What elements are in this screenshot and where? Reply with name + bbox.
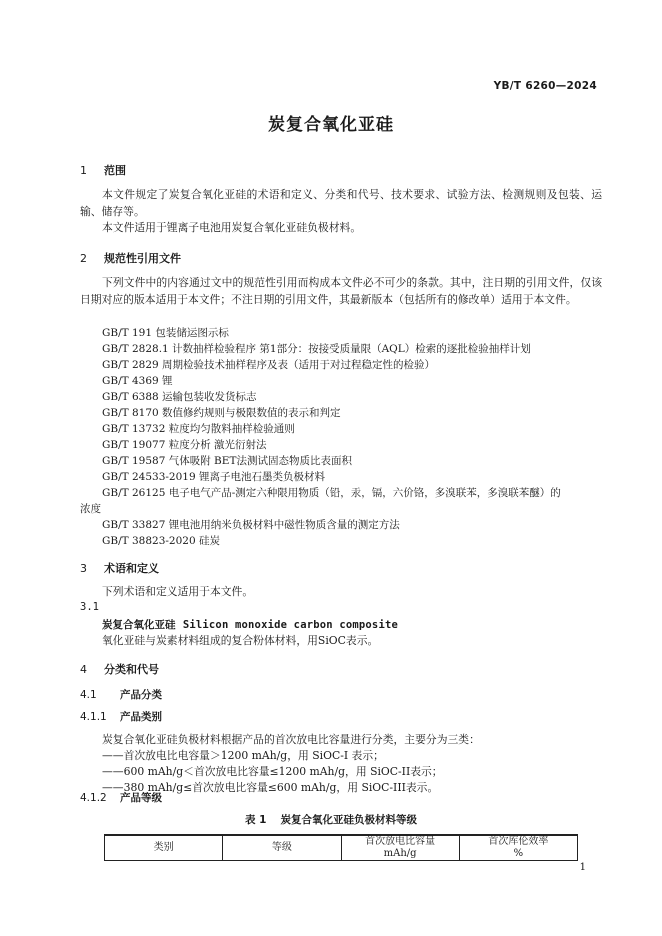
section-1-heading bbox=[80, 162, 126, 178]
subsection-title: 产品类别 bbox=[120, 711, 162, 723]
section-number: 3 bbox=[80, 562, 87, 575]
table-header-discharge-capacity bbox=[341, 835, 459, 861]
section-3-heading bbox=[80, 560, 159, 576]
subsection-4-1-1-heading bbox=[80, 709, 162, 724]
standard-number: YB/T 6260—2024 bbox=[493, 80, 597, 92]
header-line: 首次库伦效率 bbox=[488, 836, 549, 847]
term-chinese: 炭复合氧化亚硅 bbox=[102, 619, 176, 631]
section-number: 1 bbox=[80, 164, 87, 177]
section-4-heading bbox=[80, 661, 159, 677]
section-title: 规范性引用文件 bbox=[104, 252, 181, 265]
reference-item: GB/T 19587 气体吸附 BET法测试固态物质比表面积 bbox=[102, 455, 352, 467]
normative-references-intro: 下列文件中的内容通过文中的规范性引用而构成本文件必不可少的条款。其中，注日期的引用文件，仅该日期对应的版本适用于本文件；不注日期的引用文件，其最新版本（包括所有的修改单）适用于本文件。 bbox=[80, 276, 602, 306]
term-definition: 氧化亚硅与炭素材料组成的复合粉体材料，用SiOC表示。 bbox=[102, 634, 379, 647]
table-header-coulombic-efficiency bbox=[459, 835, 577, 861]
subsection-title: 产品分类 bbox=[120, 689, 162, 701]
section-number: 2 bbox=[80, 252, 87, 265]
terms-intro: 下列术语和定义适用于本文件。 bbox=[102, 585, 254, 598]
grade-table bbox=[104, 834, 578, 861]
reference-item: GB/T 13732 粒度均匀散料抽样检验通则 bbox=[102, 423, 295, 435]
reference-item: GB/T 191 包装储运图示标 bbox=[102, 327, 229, 339]
classification-intro: 炭复合氧化亚硅负极材料根据产品的首次放电比容量进行分类，主要分为三类： bbox=[102, 733, 480, 746]
subsection-number: 4.1.1 bbox=[80, 711, 107, 723]
section-number: 4 bbox=[80, 663, 87, 676]
reference-item: GB/T 6388 运输包装收发货标志 bbox=[102, 391, 257, 403]
reference-item: GB/T 19077 粒度分析 激光衍射法 bbox=[102, 439, 267, 451]
table-caption-title: 炭复合氧化亚硅负极材料等级 bbox=[280, 814, 417, 826]
section-2-heading bbox=[80, 250, 181, 266]
classification-item: ——380 mAh/g≤首次放电比容量≤600 mAh/g，用 SiOC-III表示。 bbox=[102, 781, 439, 794]
reference-item: GB/T 38823-2020 硅炭 bbox=[102, 535, 220, 547]
scope-paragraph-2: 本文件适用于锂离子电池用炭复合氧化亚硅负极材料。 bbox=[102, 221, 362, 234]
header-unit: % bbox=[513, 848, 524, 859]
reference-item: GB/T 8170 数值修约规则与极限数值的表示和判定 bbox=[102, 407, 341, 419]
header-unit: mAh/g bbox=[383, 848, 417, 859]
classification-item: ——600 mAh/g＜首次放电比容量≤1200 mAh/g，用 SiOC-II表示； bbox=[102, 765, 443, 778]
table-caption-number: 表 1 bbox=[245, 814, 267, 826]
table-header-grade: 等级 bbox=[223, 835, 341, 861]
reference-item: GB/T 4369 锂 bbox=[102, 375, 173, 387]
subsection-number: 4.1.2 bbox=[80, 792, 107, 804]
subsection-4-1-heading bbox=[80, 687, 162, 702]
subsection-title: 产品等级 bbox=[120, 792, 162, 804]
reference-item-continuation: 浓度 bbox=[80, 503, 101, 515]
term-entry bbox=[102, 617, 398, 632]
reference-item: GB/T 26125 电子电气产品-测定六种限用物质（铅，汞，镉，六价铬，多溴联苯，多溴联苯醚）的 bbox=[102, 487, 561, 499]
subsection-4-1-2-heading bbox=[80, 790, 162, 805]
header-line: 首次放电比容量 bbox=[365, 836, 436, 847]
term-number: 3.1 bbox=[80, 601, 99, 613]
subsection-number: 4.1 bbox=[80, 689, 97, 701]
table-caption bbox=[0, 812, 662, 827]
table-header-category: 类别 bbox=[105, 835, 223, 861]
reference-item: GB/T 2828.1 计数抽样检验程序 第1部分：按接受质量限（AQL）检索的逐批检验抽样计划 bbox=[102, 343, 531, 355]
page-number: 1 bbox=[579, 862, 586, 873]
term-english: Silicon monoxide carbon composite bbox=[182, 619, 399, 631]
scope-paragraph-1: 本文件规定了炭复合氧化亚硅的术语和定义、分类和代号、技术要求、试验方法、检测规则及包装、运输、储存等。 bbox=[80, 188, 602, 218]
document-title: 炭复合氧化亚硅 bbox=[268, 115, 394, 135]
table-header-row bbox=[105, 835, 578, 861]
reference-item: GB/T 24533-2019 锂离子电池石墨类负极材料 bbox=[102, 471, 325, 483]
section-title: 范围 bbox=[104, 164, 126, 177]
reference-item: GB/T 2829 周期检验技术抽样程序及表（适用于对过程稳定性的检验） bbox=[102, 359, 436, 371]
section-title: 分类和代号 bbox=[104, 663, 159, 676]
reference-item: GB/T 33827 锂电池用纳米负极材料中磁性物质含量的测定方法 bbox=[102, 519, 400, 531]
classification-item: ——首次放电比电容量＞1200 mAh/g，用 SiOC-I 表示； bbox=[102, 749, 384, 762]
section-title: 术语和定义 bbox=[104, 562, 159, 575]
